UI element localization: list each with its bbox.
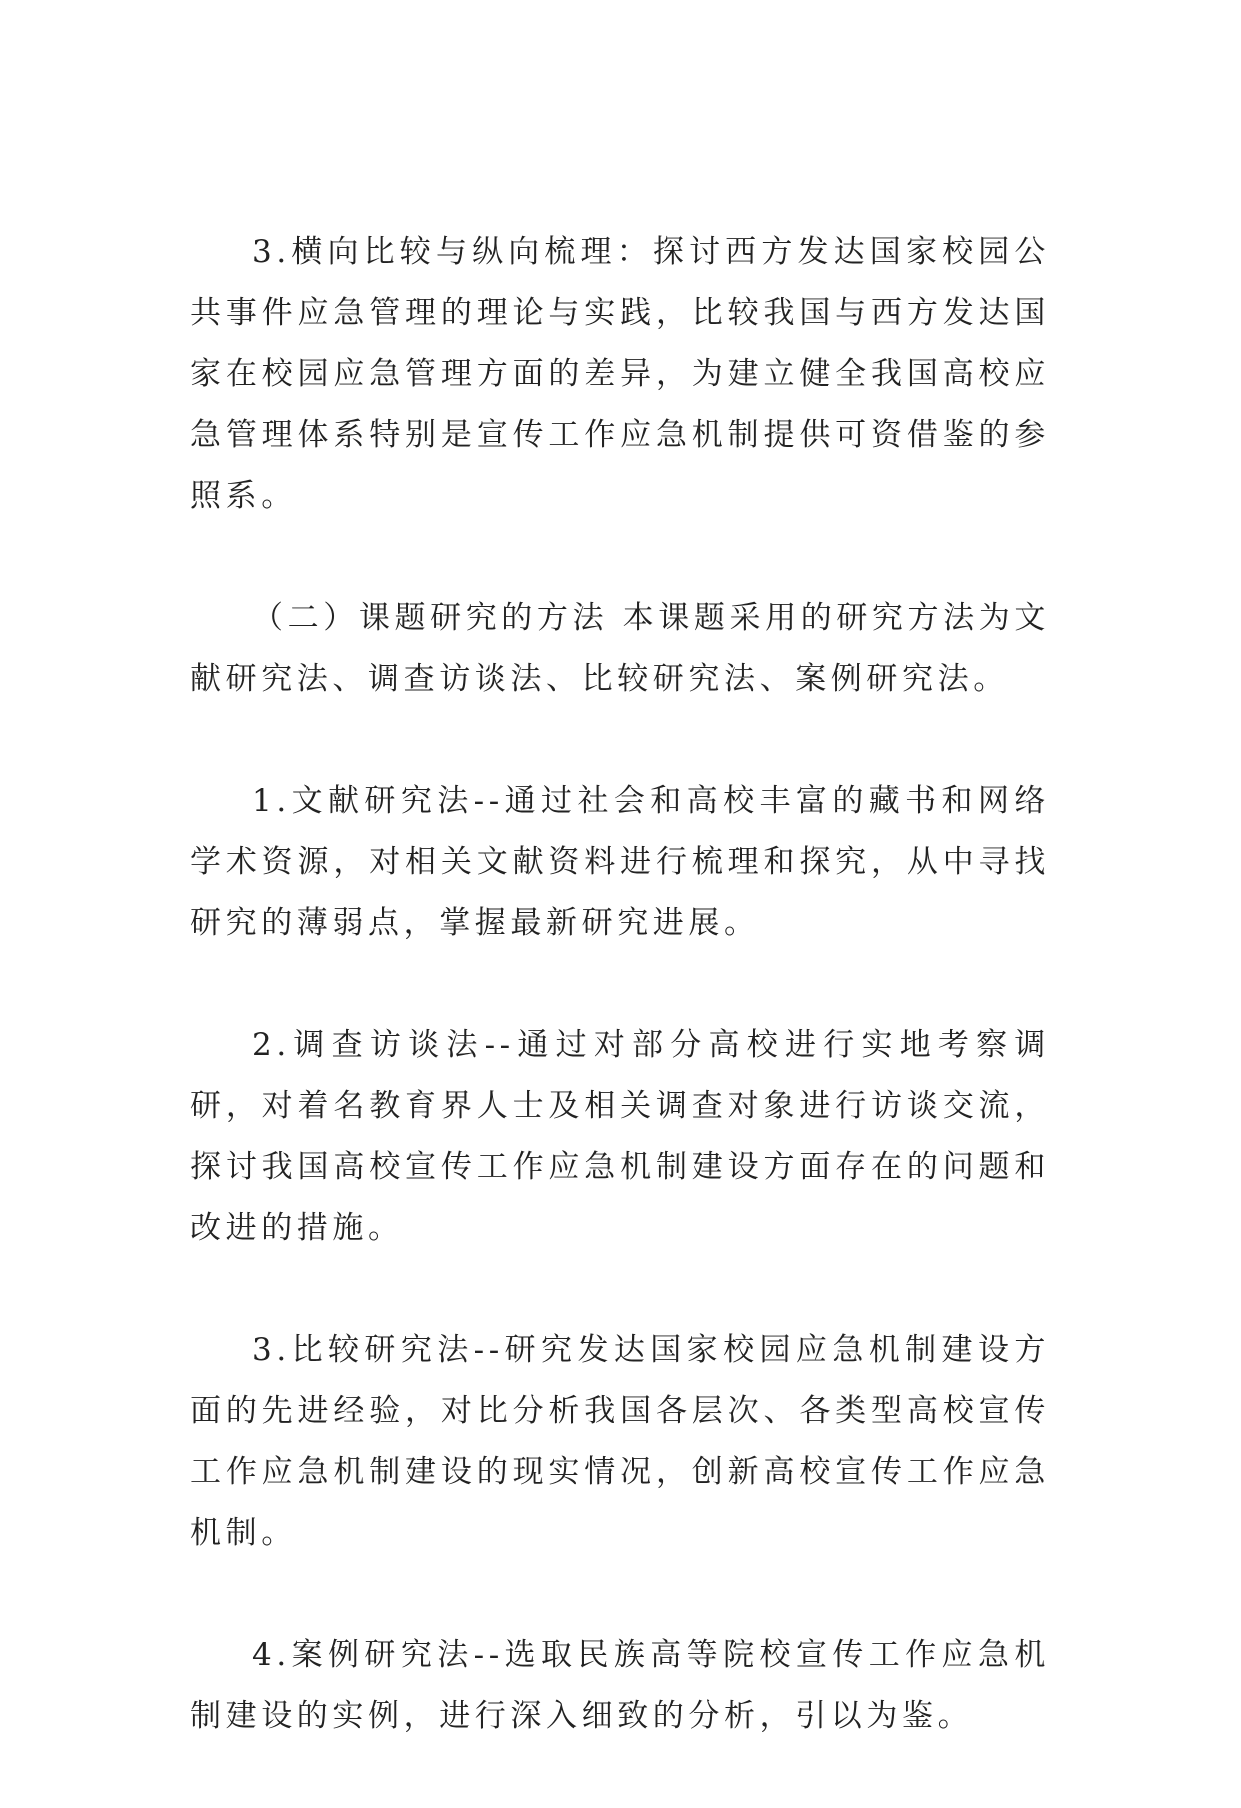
paragraph-case-study: 4.案例研究法--选取民族高等院校宣传工作应急机制建设的实例，进行深入细致的分析，引以为鉴。	[190, 1637, 1050, 1734]
paragraph-horizontal-vertical-comparison: 3.横向比较与纵向梳理：探讨西方发达国家校园公共事件应急管理的理论与实践，比较我国与西方发达国家在校园应急管理方面的差异，为建立健全我国高校应急管理体系特别是宣传工作应急机制提供可资借鉴的参照系。	[190, 234, 1050, 514]
paragraph-comparative-research: 3.比较研究法--研究发达国家校园应急机制建设方面的先进经验，对比分析我国各层次、各类型高校宣传工作应急机制建设的现实情况，创新高校宣传工作应急机制。	[190, 1332, 1050, 1551]
paragraph-literature-research: 1.文献研究法--通过社会和高校丰富的藏书和网络学术资源，对相关文献资料进行梳理和探究，从中寻找研究的薄弱点，掌握最新研究进展。	[190, 783, 1050, 941]
paragraph-research-methods-heading: （二）课题研究的方法 本课题采用的研究方法为文献研究法、调查访谈法、比较研究法、案例研究法。	[190, 600, 1050, 697]
document-body	[190, 222, 1050, 1808]
paragraph-survey-interview: 2.调查访谈法--通过对部分高校进行实地考察调研，对着名教育界人士及相关调查对象进行访谈交流，探讨我国高校宣传工作应急机制建设方面存在的问题和改进的措施。	[190, 1027, 1050, 1246]
